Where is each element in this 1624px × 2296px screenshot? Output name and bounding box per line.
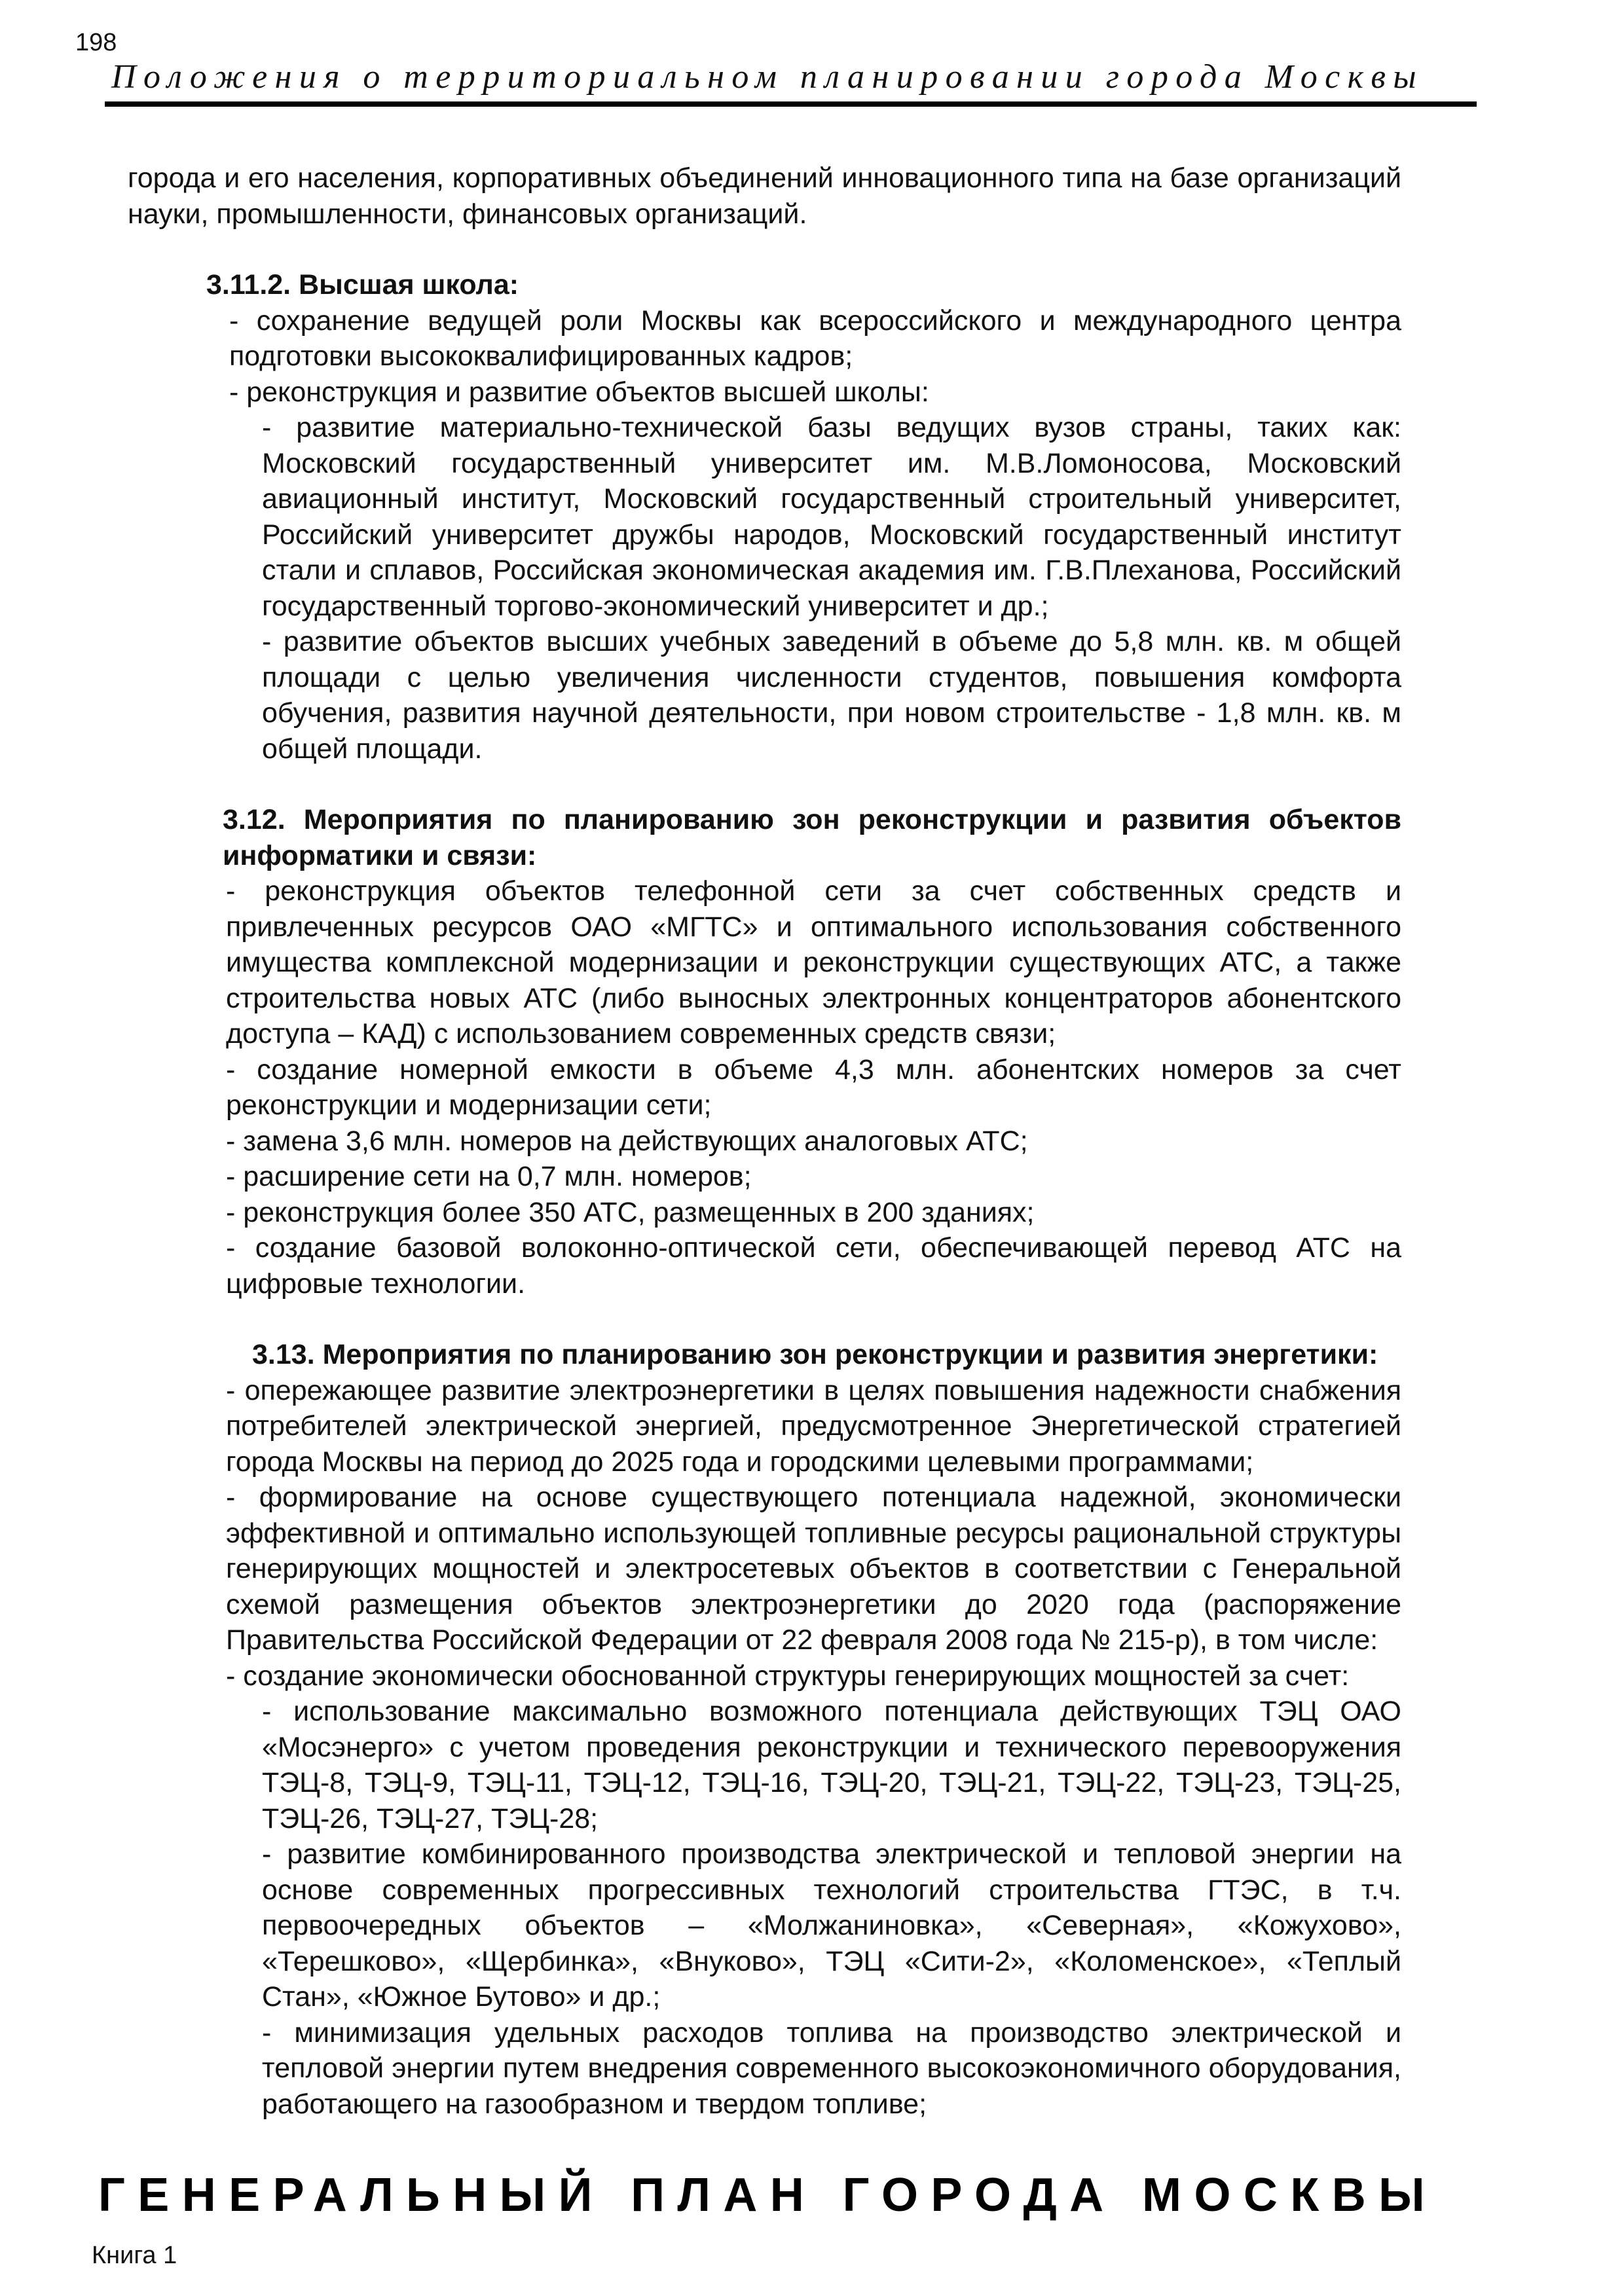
list-item: - создание базовой волоконно-оптической сети, обеспечивающей перевод АТС на цифровые технологии. bbox=[226, 1232, 1401, 1300]
list-item: - сохранение ведущей роли Москвы как всероссийского и международного центра подготовки высококвалифицированных кадров; bbox=[229, 304, 1401, 372]
list-item: - создание номерной емкости в объеме 4,3 млн. абонентских номеров за счет реконструкции и модернизации сети; bbox=[226, 1053, 1401, 1121]
document-body bbox=[128, 160, 1401, 2122]
list-item: - развитие объектов высших учебных заведений в объеме до 5,8 млн. кв. м общей площади с целью увеличения численности студентов, повышения комфорта обучения, развития научной деятельности, при новом строительстве - 1,8 млн. кв. м общей площади. bbox=[262, 626, 1401, 765]
footer-title: ГЕНЕРАЛЬНЫЙ ПЛАН ГОРОДА МОСКВЫ bbox=[98, 2169, 1438, 2221]
section-3-11-2-title: 3.11.2. Высшая школа: bbox=[206, 269, 519, 301]
list-item: - создание экономически обоснованной структуры генерирующих мощностей за счет: bbox=[226, 1660, 1350, 1692]
list-item: - реконструкция объектов телефонной сети за счет собственных средств и привлеченных ресурсов ОАО «МГТС» и оптимального использования собственного имущества комплексной модернизации и реконструкции существующих АТС, а также строительства новых АТС (либо выносных электронных концентраторов абонентского доступа – КАД) с использованием современных средств связи; bbox=[226, 875, 1401, 1049]
page-number: 198 bbox=[75, 29, 117, 56]
list-item: - реконструкция и развитие объектов высшей школы: bbox=[229, 376, 929, 408]
list-item: - минимизация удельных расходов топлива на производство электрической и тепловой энергии путем внедрения современного высокоэкономичного оборудования, работающего на газообразном и твердом топливе; bbox=[262, 2016, 1401, 2120]
list-item: - формирование на основе существующего потенциала надежной, экономически эффективной и оптимально использующей топливные ресурсы рациональной структуры генерирующих мощностей и электросетевых объектов в соответствии с Генеральной схемой размещения объектов электроэнергетики до 2020 года (распоряжение Правительства Российской Федерации от 22 февраля 2008 года № 215-р), в том числе: bbox=[226, 1482, 1401, 1656]
footer-book-label: Книга 1 bbox=[92, 2242, 177, 2269]
list-item: - развитие комбинированного производства электрической и тепловой энергии на основе современных прогрессивных технологий строительства ГТЭС, в т.ч. первоочередных объектов – «Молжаниновка», «Северная», «Кожухово», «Терешково», «Щербинка», «Внуково», ТЭЦ «Сити-2», «Коломенское», «Теплый Стан», «Южное Бутово» и др.; bbox=[262, 1838, 1401, 2013]
list-item: - расширение сети на 0,7 млн. номеров; bbox=[226, 1161, 752, 1192]
list-item: - использование максимально возможного потенциала действующих ТЭЦ ОАО «Мосэнерго» с учетом проведения реконструкции и технического перевооружения ТЭЦ-8, ТЭЦ-9, ТЭЦ-11, ТЭЦ-12, ТЭЦ-16, ТЭЦ-20, ТЭЦ-21, ТЭЦ-22, ТЭЦ-23, ТЭЦ-25, ТЭЦ-26, ТЭЦ-27, ТЭЦ-28; bbox=[262, 1696, 1401, 1834]
list-item: - замена 3,6 млн. номеров на действующих аналоговых АТС; bbox=[226, 1125, 1028, 1157]
section-3-13-title: 3.13. Мероприятия по планированию зон реконструкции и развития энергетики: bbox=[252, 1339, 1378, 1370]
section-3-12-title: 3.12. Мероприятия по планированию зон реконструкции и развития объектов информатики и связи: bbox=[223, 804, 1401, 871]
list-item: - реконструкция более 350 АТС, размещенных в 200 зданиях; bbox=[226, 1196, 1035, 1228]
list-item: - опережающее развитие электроэнергетики в целях повышения надежности снабжения потребителей электрической энергией, предусмотренное Энергетической стратегией города Москвы на период до 2025 года и городскими целевыми программами; bbox=[226, 1374, 1401, 1478]
running-header: Положения о территориальном планировании города Москвы bbox=[111, 58, 1424, 96]
list-item: - развитие материально-технической базы ведущих вузов страны, таких как: Московский государственный университет им. М.В.Ломоносова, Московский авиационный институт, Московский государственный строительный университет, Российский университет дружбы народов, Московский государственный институт стали и сплавов, Российская экономическая академия им. Г.В.Плеханова, Российский государственный торгово-экономический университет и др.; bbox=[262, 412, 1401, 622]
intro-paragraph: города и его населения, корпоративных объединений инновационного типа на базе организаций науки, промышленности, финансовых организаций. bbox=[128, 162, 1401, 230]
header-rule bbox=[105, 101, 1477, 107]
